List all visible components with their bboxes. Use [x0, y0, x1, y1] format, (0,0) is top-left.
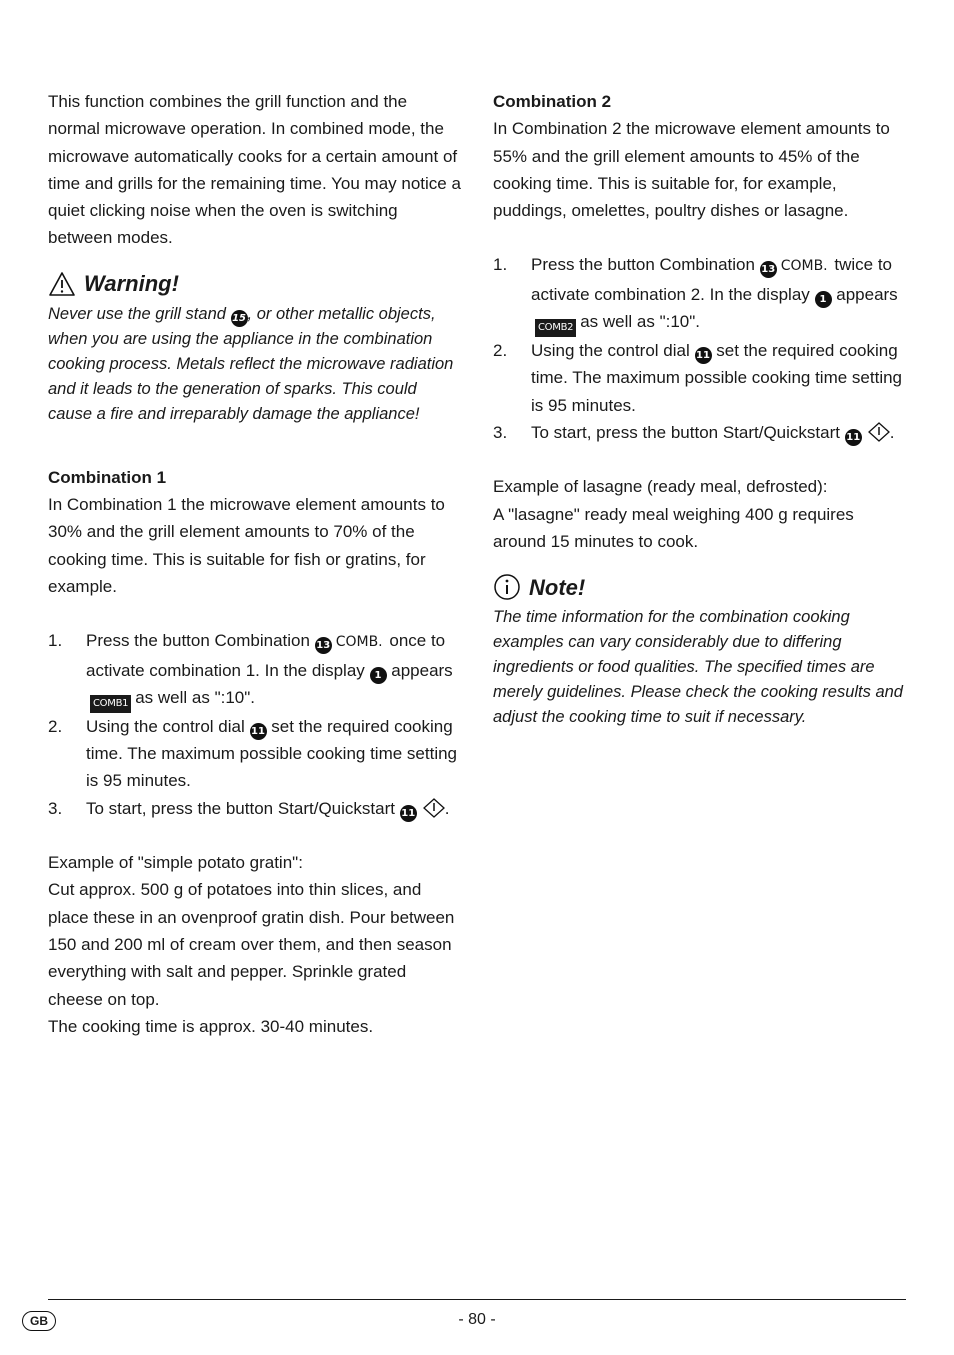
- note-heading: [493, 569, 905, 605]
- page-number: - 80 -: [458, 1311, 496, 1328]
- ref-number: 13: [315, 637, 332, 654]
- info-icon: [493, 573, 521, 601]
- footer-divider: [48, 1299, 906, 1300]
- list-item: 2. Using the control dial 11 set the required cooking time. The maximum possible cooking time setting is 95 minutes.: [493, 341, 903, 415]
- intro-paragraph: This function combines the grill function and the normal microwave operation. In combined mode, the microwave automatically cooks for a certain amount of time and grills for the remaining time. You may notice a quiet clicking noise when the oven is switching between modes.: [48, 92, 461, 248]
- warning-text: Never use the grill stand 15, or other metallic objects, when you are using the appliance in the combination cooking process. Metals reflect the microwave radiation and it leads to the generation of sparks. This could cause a fire and irreparably damage the appliance!: [48, 304, 454, 423]
- ref-number: 11: [250, 723, 267, 740]
- start-diamond-icon: [423, 798, 445, 818]
- example-body: Cut approx. 500 g of potatoes into thin slices, and place these in an ovenproof gratin dish. Pour between 150 and 200 ml of cream over them, and then season everything with salt and pepper. Sprinkle grated cheese on top.: [48, 880, 455, 1009]
- ref-number: 13: [760, 261, 777, 278]
- ref-number: 1: [370, 667, 387, 684]
- list-item: 3. To start, press the button Start/Quickstart 11 .: [493, 419, 905, 446]
- ref-number: 11: [695, 347, 712, 364]
- combination-2-steps: [493, 251, 905, 446]
- ref-number: 11: [400, 805, 417, 822]
- warning-heading: [48, 266, 462, 302]
- example-title: Example of lasagne (ready meal, defrosted):: [493, 477, 828, 497]
- ref-number: 11: [845, 429, 862, 446]
- warning-icon: [48, 271, 76, 297]
- note-text: The time information for the combination cooking examples can vary considerably due to differing ingredients or food qualities. The specified times are merely guidelines. Please check the cooking results and adjust the cooking time to suit if necessary.: [493, 608, 903, 727]
- comb2-display-icon: COMB2: [535, 319, 576, 337]
- example-time: The cooking time is approx. 30-40 minutes.: [48, 1016, 374, 1036]
- example-title: Example of "simple potato gratin":: [48, 853, 303, 873]
- comb-button-symbol: COMB.: [335, 634, 383, 651]
- list-item: 1. Press the button Combination 13 COMB. once to activate combination 1. In the display 1 appearsCOMB1 as well as ":10".: [48, 627, 462, 713]
- left-column: [48, 88, 462, 1040]
- comb-button-symbol: COMB.: [780, 258, 828, 275]
- combination-2-description: In Combination 2 the microwave element amounts to 55% and the grill element amounts to 45% of the cooking time. This is suitable for, for example, puddings, omelettes, poultry dishes or lasagne.: [493, 119, 890, 221]
- combination-1-heading: Combination 1: [48, 467, 167, 487]
- ref-number: 1: [815, 291, 832, 308]
- list-item: 3. To start, press the button Start/Quickstart 11 .: [48, 795, 462, 822]
- start-diamond-icon: [868, 422, 890, 442]
- list-item: 2. Using the control dial 11 set the required cooking time. The maximum possible cooking time setting is 95 minutes.: [48, 716, 458, 791]
- example-body: A "lasagne" ready meal weighing 400 g requires around 15 minutes to cook.: [493, 504, 854, 551]
- combination-2-heading: Combination 2: [493, 92, 612, 111]
- language-badge: GB: [22, 1311, 56, 1331]
- combination-1-steps: [48, 627, 462, 822]
- note-title: Note!: [529, 574, 586, 600]
- right-column: [493, 88, 905, 730]
- list-item: 1. Press the button Combination 13 COMB. twice to activate combination 2. In the display 1 appearsCOMB2 as well as ":10".: [493, 251, 905, 337]
- comb1-display-icon: COMB1: [90, 695, 131, 713]
- combination-1-description: In Combination 1 the microwave element amounts to 30% and the grill element amounts to 70% of the cooking time. This is suitable for fish or gratins, for example.: [48, 495, 445, 596]
- ref-number: 15: [231, 310, 248, 327]
- warning-title: Warning!: [84, 271, 179, 297]
